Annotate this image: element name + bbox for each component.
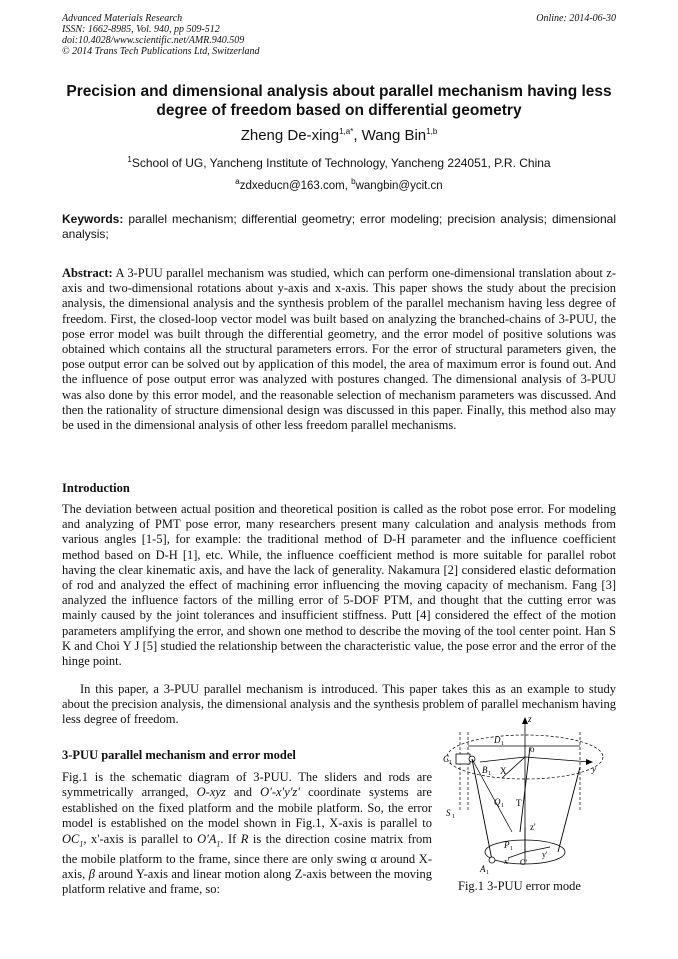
text-run: coordinate systems are established on the fixed platform and the mobile platform. So, the error model is established on the model shown in Fig.1, X-axis is parallel to (62, 785, 432, 831)
text-run: around Y-axis and linear motion along Z-axis between the moving platform relative and frame, so: (62, 866, 432, 897)
keywords-text: parallel mechanism; differential geometry; error modeling; precision analysis; dimensional analysis; (62, 212, 616, 241)
math-beta: β (88, 866, 95, 881)
intro-heading: Introduction (62, 481, 130, 495)
math-oxyz-prime: O'-x'y'z' (260, 785, 300, 800)
label-a1-sub: 1 (486, 870, 489, 876)
abstract (62, 266, 616, 433)
math-oc: OC (62, 831, 80, 846)
text-run: , x'-axis is parallel to (83, 831, 198, 846)
email-b: wangbin@ycit.cn (355, 180, 443, 192)
x-axis (480, 757, 525, 762)
math-oa: O'A (197, 831, 217, 846)
label-d1: D (494, 735, 501, 745)
paper-title: Precision and dimensional analysis about parallel mechanism having less degree of freedom based on differential geometry (66, 83, 612, 119)
intro-paragraph-2: In this paper, a 3-PUU parallel mechanism is introduced. This paper takes this as an example to study about the precision analysis, the dimensional analysis and the synthesis problem of parallel mechanism having less degree of freedom. (62, 682, 616, 727)
math-oxyz: O-xyz (196, 785, 226, 800)
label-x: X (500, 766, 507, 776)
section-2-heading: 3-PUU parallel mechanism and error model (62, 748, 296, 762)
author-1-sup: 1,a* (339, 127, 354, 136)
author-1-name: Zheng De-xing (240, 127, 340, 144)
label-o: o (530, 744, 535, 754)
math-r: R (240, 831, 249, 846)
text-run: . If (220, 831, 241, 846)
affiliation-text: School of UG, Yancheng Institute of Technology, Yancheng 224051, P.R. China (131, 156, 551, 170)
rod-right (558, 767, 580, 852)
label-z: z (528, 714, 532, 724)
label-s1: S (446, 808, 451, 818)
label-xp: x' (504, 857, 510, 866)
label-q1: Q (494, 797, 501, 807)
label-d1-sub: 1 (501, 741, 504, 747)
online-date: Online: 2014-06-30 (536, 13, 616, 24)
label-op: O' (520, 858, 528, 867)
label-b1-sub: 1 (488, 771, 491, 777)
abstract-text: A 3-PUU parallel mechanism was studied, which can perform one-dimensional translation about z-axis and two-dimensional rotations about y-axis and x-axis. This paper shows the study about the precision analysis, the dimensional analysis and the synthesis problem of the parallel mechanism having less degree of freedom. First, the closed-loop vector model was built based on analyzing the branched-chains of 3-PUU, the pose error model was built through the differential geometry, and the error model of positive solutions was obtained which contains all the structural parameters errors. For the error of structural parameters given, the pose output error can be solved out by application of this model, the area of maximum error is found out. And the influence of pose output error was analyzed with postures changed. The dimensional analysis of 3-PUU was also done by this error model, and the reasonable selection of mechanism parameters was discussed. And then the rationality of structure dimensional design was discussed in this paper. Finally, this method also may be used in the dimensional analysis of other less freedom parallel mechanisms. (62, 266, 616, 433)
figure-3puu-diagram (440, 712, 620, 887)
journal-header (62, 13, 260, 57)
text-run: is the direction cosine matrix from the mobile platform to the frame, since there are only swing α around X-axis, (62, 831, 433, 881)
author-line (62, 127, 616, 144)
journal-name: Advanced Materials Research (62, 13, 183, 24)
email-b-sup: b (351, 177, 356, 187)
doi-line: doi:10.4028/www.scientific.net/AMR.940.509 (62, 35, 245, 46)
label-p1-sub: 1 (510, 846, 513, 852)
label-yp: y' (542, 850, 548, 859)
keywords-label: Keywords: (62, 212, 124, 226)
intro-paragraph-1: The deviation between actual position and theoretical position is called as the robot pose error. For modeling and analyzing of PMT pose error, many researchers present many calculation and analysis methods from various angles [1-5], for example: the traditional method of D-H parameter and the influence coefficient method based on D-H [1], etc. While, the influence coefficient method is more suitable for parallel robot having the clear kinematic axis, and have the lack of generality. Nakamura [2] considered elastic deformation of rod and analyzed the effect of machining error influencing the moving capacity of mechanism. Fang [3] analyzed the influence factors of the milling error of 5-DOF PTM, and thought that the cutting error was mainly caused by the joint tolerances and insufficient stiffness. Putt [4] considered the effect of the motion parameters amplifying the error, and shown one method to describe the moving of the tool center point. Han S K and Choi Y J [5] studied the relationship between the characteristic value, the pose error and the error of the hinge point. (62, 502, 616, 669)
math-sub: 1 (216, 839, 221, 849)
hinge-a1 (489, 857, 495, 863)
label-s1-sub: 1 (452, 814, 455, 820)
text-run: and (225, 785, 261, 800)
author-separator: , (353, 127, 362, 144)
affiliation-sup: 1 (127, 155, 132, 164)
label-a1: A (480, 864, 486, 874)
text-run: Fig.1 is the schematic diagram of 3-PUU. The sliders and rods are symmetrically arranged, (62, 770, 432, 800)
email-a: zdxeducn@163.com, (239, 180, 352, 192)
label-b1: B (482, 765, 488, 775)
copyright-line: © 2014 Trans Tech Publications Ltd, Switzerland (62, 46, 260, 57)
email-a-sup: a (235, 177, 240, 187)
issn-line: ISSN: 1662-8985, Vol. 940, pp 509-512 (62, 24, 220, 35)
label-t: T (516, 798, 522, 808)
author-2-name: Wang Bin (361, 127, 427, 144)
math-sub: 1 (79, 839, 84, 849)
figure-caption: Fig.1 3-PUU error mode (458, 879, 581, 893)
slider-block (456, 754, 470, 764)
abstract-label: Abstract: (62, 266, 113, 280)
label-p1: P (504, 840, 510, 850)
label-c1-sub: 1 (449, 760, 452, 766)
label-y: y (592, 764, 596, 774)
label-zp: z' (530, 822, 536, 832)
author-2-sup: 1,b (426, 127, 438, 136)
emails (62, 177, 616, 192)
label-c1: C (443, 754, 450, 764)
keywords (62, 212, 616, 241)
affiliation (62, 156, 616, 170)
label-q1-sub: 1 (501, 803, 504, 809)
section-2-paragraph (62, 770, 432, 898)
